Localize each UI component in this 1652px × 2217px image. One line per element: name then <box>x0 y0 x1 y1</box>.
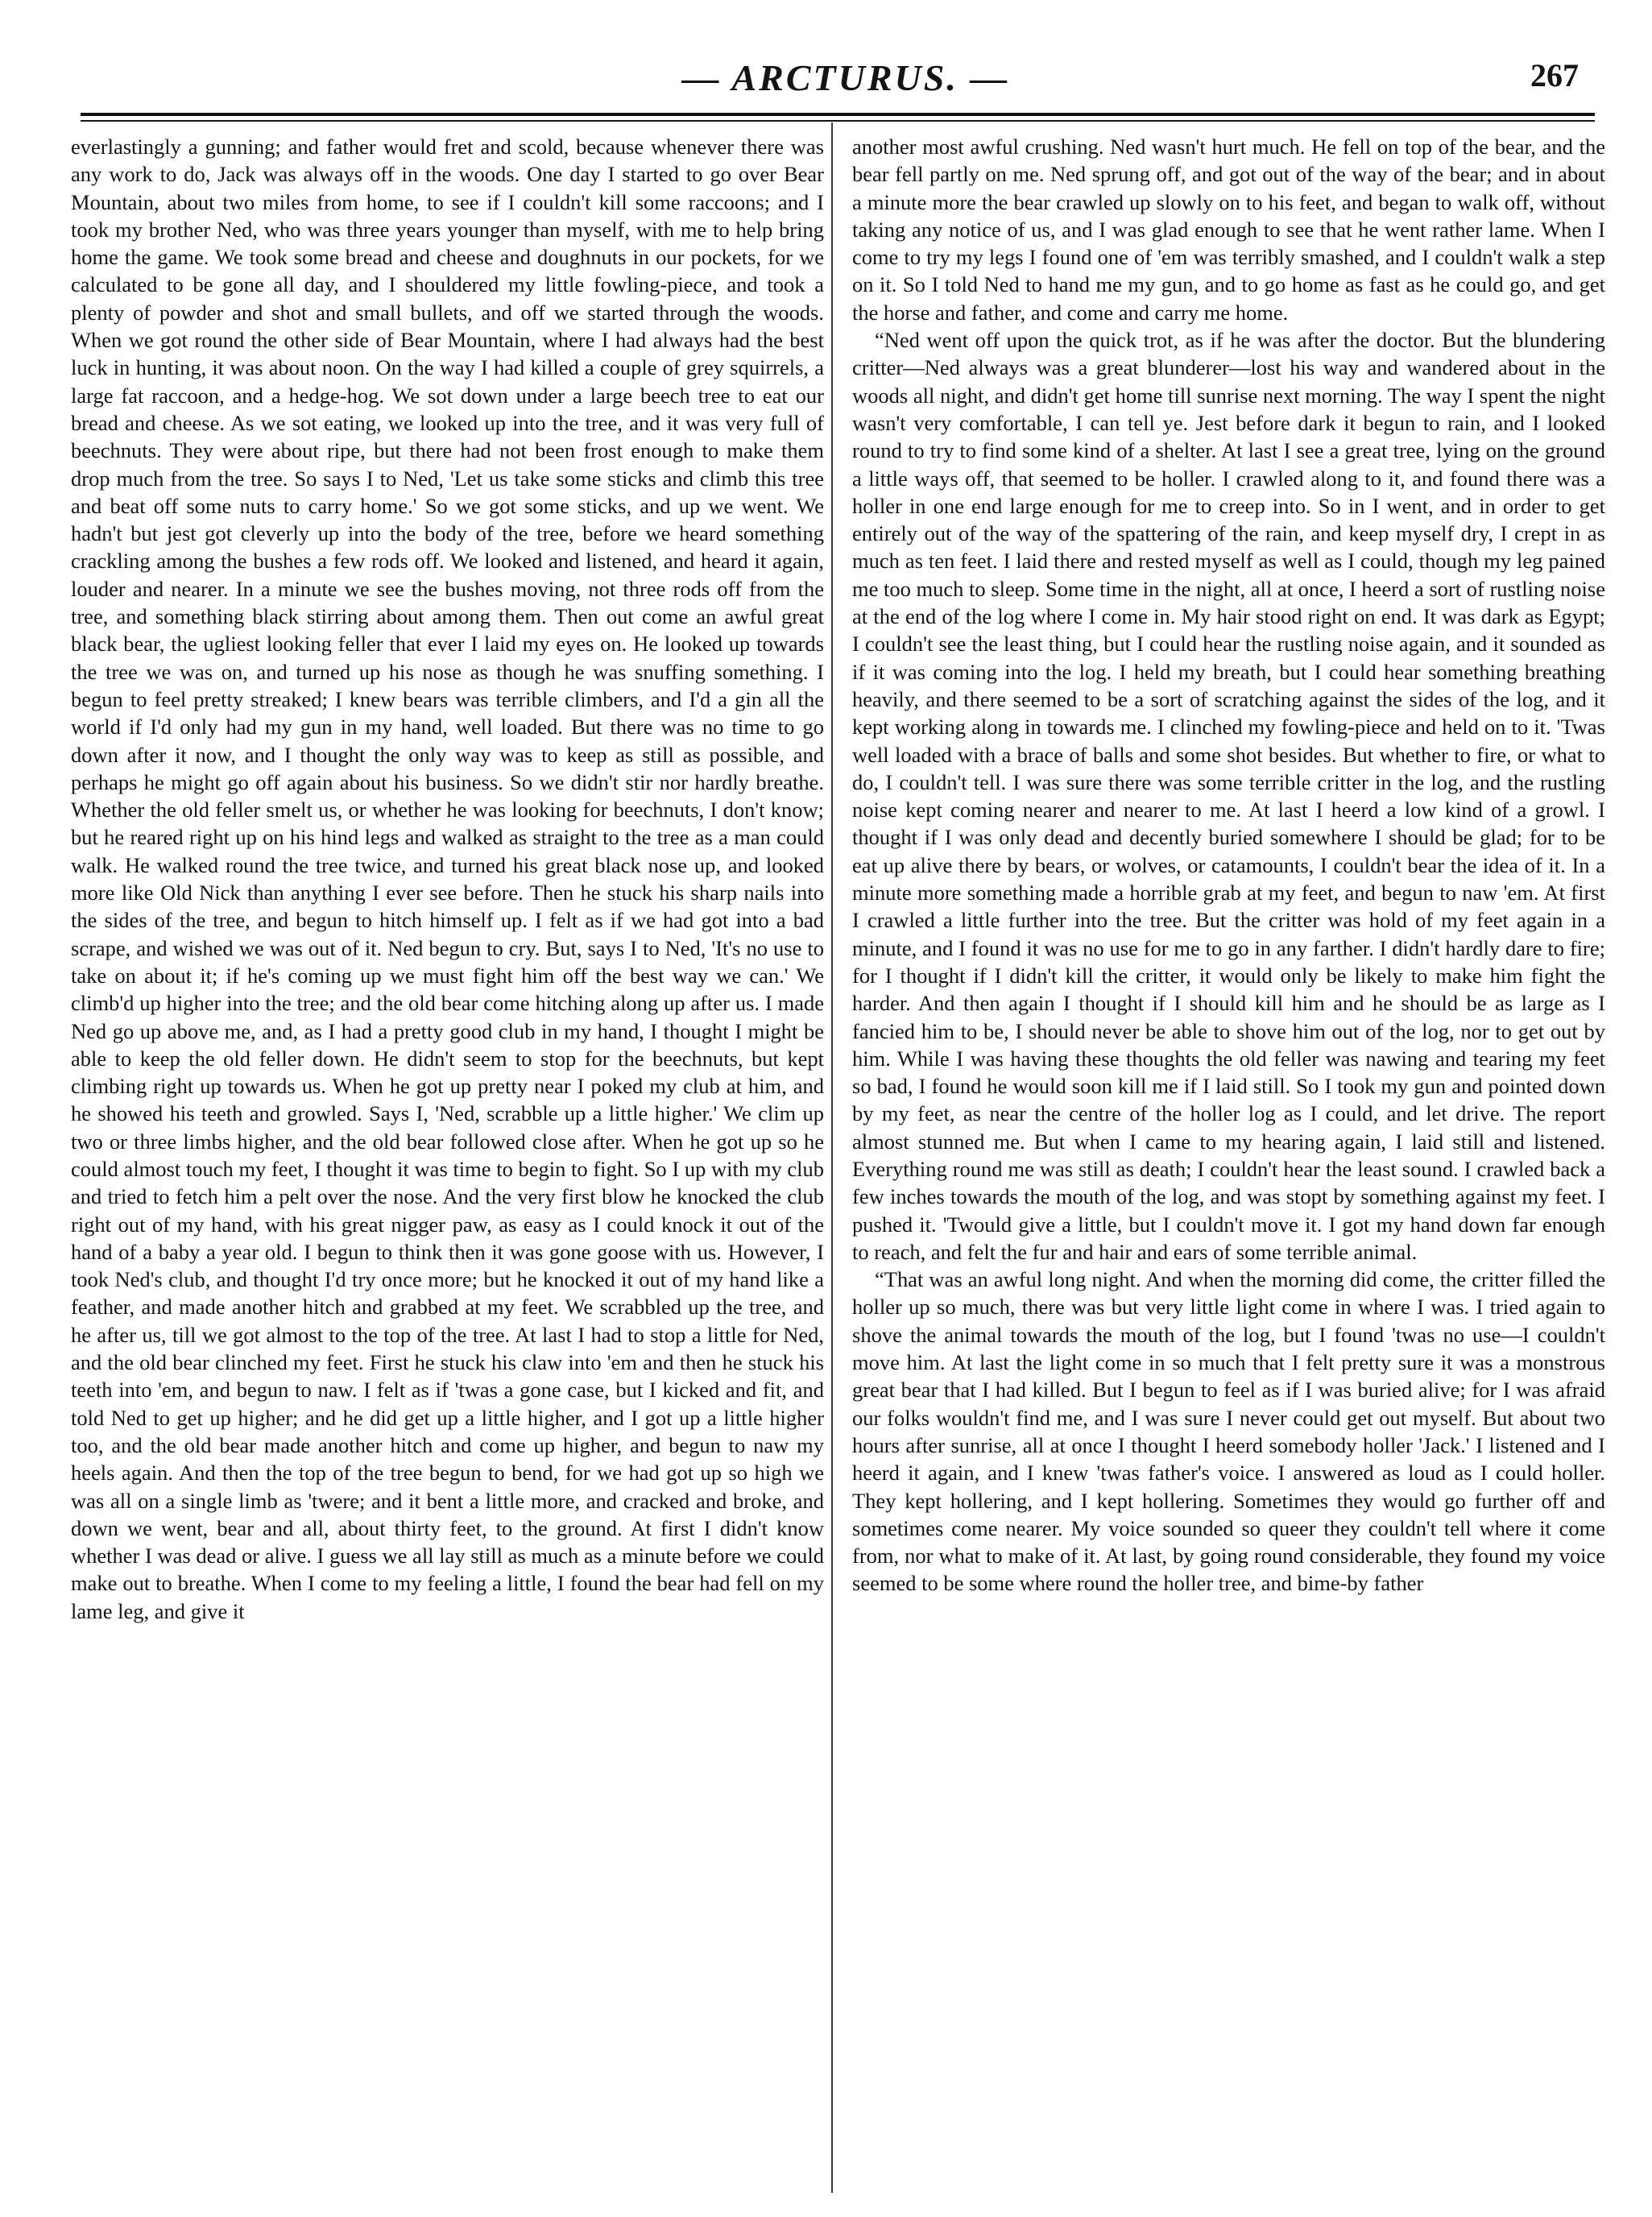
header-rule-thick <box>81 113 1595 116</box>
paragraph: “That was an awful long night. And when the morning did come, the critter filled the holler up so much, there was but very little light come in where I was. I tried again to shove the animal towards the mouth of the log, but I found 'twas no use—I couldn't move him. At last the light come in so much that I felt pretty sure it was a monstrous great bear that I had killed. But I begun to feel as if I was buried alive; for I was afraid our folks wouldn't find me, and I was sure I never could get out myself. But about two hours after sunrise, all at once I thought I heerd somebody holler 'Jack.' I listened and I heerd it again, and I knew 'twas father's voice. I answered as loud as I could holler. They kept hollering, and I kept hollering. Sometimes they would go further off and sometimes come nearer. My voice sounded so queer they couldn't tell where it come from, nor what to make of it. At last, by going round considerable, they found my voice seemed to be some where round the holler tree, and bime-by father <box>852 1267 1605 1596</box>
page-header <box>97 50 1595 106</box>
paragraph: another most awful crushing. Ned wasn't hurt much. He fell on top of the bear, and the bear fell partly on me. Ned sprung off, and got out of the way of the bear; and in about a minute more the bear crawled up slowly on to his feet, and began to walk off, without taking any notice of us, and I was glad enough to see that he went rather lame. When I come to try my legs I found one of 'em was terribly smashed, and I couldn't walk a step on it. So I told Ned to hand me my gun, and to go home as fast as he could go, and get the horse and father, and come and carry me home. <box>852 135 1605 325</box>
masthead-title: — ARCTURUS. — <box>681 57 1010 98</box>
header-rule-thin <box>81 120 1595 122</box>
text-column-left <box>71 133 824 2191</box>
column-divider <box>831 122 833 2193</box>
paragraph: everlastingly a gunning; and father would fret and scold, because whenever there was any work to do, Jack was always off in the woods. One day I started to go over Bear Mountain, about two miles from home, to see if I couldn't kill some raccoons; and I took my brother Ned, who was three years younger than myself, with me to help bring home the game. We took some bread and cheese and doughnuts in our pockets, for we calculated to be gone all day, and I shouldered my little fowling-piece, and took a plenty of powder and shot and small bullets, and off we started through the woods. When we got round the other side of Bear Mountain, where I had always had the best luck in hunting, it was about noon. On the way I had killed a couple of grey squirrels, a large fat raccoon, and a hedge-hog. We sot down under a large beech tree to eat our bread and cheese. As we sot eating, we looked up into the tree, and it was very full of beechnuts. They were about ripe, but there had not been frost enough to make them drop much from the tree. So says I to Ned, 'Let us take some sticks and climb this tree and beat off some nuts to carry home.' So we got some sticks, and up we went. We hadn't but jest got cleverly up into the body of the tree, before we heard something crackling among the bushes a few rods off. We looked and listened, and heard it again, louder and nearer. In a minute we see the bushes moving, not three rods off from the tree, and something black stirring about among them. Then out come an awful great black bear, the ugliest looking feller that ever I laid my eyes on. He looked up towards the tree we was on, and turned up his nose as though he was snuffing something. I begun to feel pretty streaked; I knew bears was terrible climbers, and I'd a gin all the world if I'd only had my gun in my hand, well loaded. But there was no time to go down after it now, and I thought the only way was to keep as still as possible, and perhaps he might go off again about his business. So we didn't stir nor hardly breathe. Whether the old feller smelt us, or whether he was looking for beechnuts, I don't know; but he reared right up on his hind legs and walked as straight to the tree as a man could walk. He walked round the tree twice, and turned his great black nose up, and looked more like Old Nick than anything I ever see before. Then he stuck his sharp nails into the sides of the tree, and begun to hitch himself up. I felt as if we had got into a bad scrape, and wished we was out of it. Ned begun to cry. But, says I to Ned, 'It's no use to take on about it; if he's coming up we must fight him off the best way we can.' We climb'd up higher into the tree; and the old bear come hitching along up after us. I made Ned go up above me, and, as I had a pretty good club in my hand, I thought I might be able to keep the old feller down. He didn't seem to stop for the beechnuts, but kept climbing right up towards us. When he got up pretty near I poked my club at him, and he showed his teeth and growled. Says I, 'Ned, scrabble up a little higher.' We clim up two or three limbs higher, and the old bear followed close after. When he got up so he could almost touch my feet, I thought it was time to begin to fight. So I up with my club and tried to fetch him a pelt over the nose. And the very first blow he knocked the club right out of my hand, with his great nigger paw, as easy as I could knock it out of the hand of a baby a year old. I begun to think then it was gone goose with us. However, I took Ned's club, and thought I'd try once more; but he knocked it out of my hand like a feather, and made another hitch and grabbed at my feet. We scrabbled up the tree, and he after us, till we got almost to the top of the tree. At last I had to stop a little for Ned, and the old bear clinched my feet. First he stuck his claw into 'em and then he stuck his teeth into 'em, and begun to naw. I felt as if 'twas a gone case, but I kicked and fit, and told Ned to get up higher; and he did get up a little higher, and I got up a little higher too, and the old bear made another hitch and come up higher, and begun to naw my heels again. And then the top of the tree begun to bend, for we had got up so high we was all on a single limb as 'twere; and it bent a little more, and cracked and broke, and down we went, bear and all, about thirty feet, to the ground. At first I didn't know whether I was dead or alive. I guess we all lay still as much as a minute before we could make out to breathe. When I come to my feeling a little, I found the bear had fell on my lame leg, and give it <box>71 135 824 1623</box>
text-column-right <box>852 133 1605 2191</box>
paragraph: “Ned went off upon the quick trot, as if he was after the doctor. But the blundering critter—Ned always was a great blunderer—lost his way and wandered about in the woods all night, and didn't get home till sunrise next morning. The way I spent the night wasn't very comfortable, I can tell ye. Jest before dark it begun to rain, and I looked round to try to find some kind of a shelter. At last I see a great tree, lying on the ground a little ways off, that seemed to be holler. I crawled along to it, and found there was a holler in one end large enough for me to creep into. So in I went, and in order to get entirely out of the way of the spattering of the rain, and keep myself dry, I crept in as much as ten feet. I laid there and rested myself as well as I could, though my leg pained me too much to sleep. Some time in the night, all at once, I heerd a sort of rustling noise at the end of the log where I come in. My hair stood right on end. It was dark as Egypt; I couldn't see the least thing, but I could hear the rustling noise again, and it sounded as if it was coming into the log. I held my breath, but I could hear something breathing heavily, and there seemed to be a sort of scratching against the sides of the log, and it kept working along in towards me. I clinched my fowling-piece and held on to it. 'Twas well loaded with a brace of balls and some shot besides. But whether to fire, or what to do, I couldn't tell. I was sure there was some terrible critter in the log, and the rustling noise kept coming nearer and nearer to me. At last I heerd a low kind of a growl. I thought if I was only dead and decently buried somewhere I should be glad; for to be eat up alive there by bears, or wolves, or catamounts, I couldn't bear the idea of it. In a minute more something made a horrible grab at my feet, and begun to naw 'em. At first I crawled a little further into the tree. But the critter was hold of my feet again in a minute, and I found it was no use for me to go in any farther. I didn't hardly dare to fire; for I thought if I didn't kill the critter, it would only be likely to make him fight the harder. And then again I thought if I should kill him and he should be as large as I fancied him to be, I should never be able to shove him out of the log, nor to get out by him. While I was having these thoughts the old feller was nawing and tearing my feet so bad, I found he would soon kill me if I laid still. So I took my gun and pointed down by my feet, as near the centre of the holler log as I could, and let drive. The report almost stunned me. But when I came to my hearing again, I laid still and listened. Everything round me was still as death; I couldn't hear the least sound. I crawled back a few inches towards the mouth of the log, and was stopt by something against my feet. I pushed it. 'Twould give a little, but I couldn't move it. I got my hand down far enough to reach, and felt the fur and hair and ears of some terrible animal. <box>852 328 1605 1264</box>
page-number: 267 <box>1530 57 1579 93</box>
